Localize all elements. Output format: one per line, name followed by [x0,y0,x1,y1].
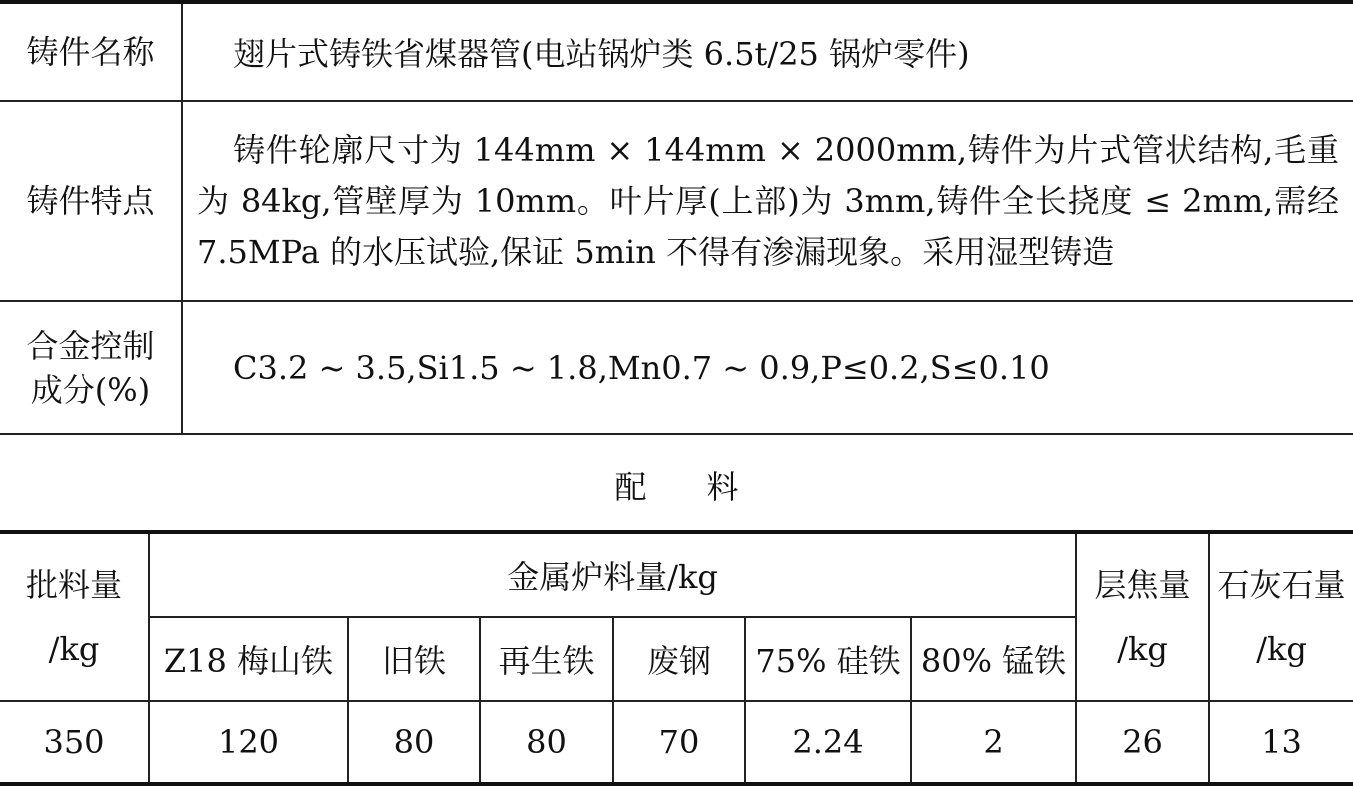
cell-metal: 120 [149,701,348,784]
value-alloy-composition: C3.2 ~ 3.5,Si1.5 ~ 1.8,Mn0.7 ~ 0.9,P≤0.2,S≤0.10 [182,301,1353,434]
header-coke [1076,532,1209,701]
cell-coke: 26 [1076,701,1209,784]
header-limestone-line2: /kg [1256,630,1307,668]
cell-metal: 80 [480,701,613,784]
cell-limestone: 13 [1209,701,1353,784]
cell-batch: 350 [0,701,149,784]
label-alloy-line2: 成分(%) [30,370,151,409]
info-row-features [0,101,1353,301]
header-batch [0,532,149,701]
header-batch-line2: /kg [48,630,100,668]
header-coke-line2: /kg [1117,630,1168,668]
cell-metal: 70 [613,701,745,784]
info-row-name [0,2,1353,101]
header-batch-line1: 批料量 [25,566,122,604]
value-casting-name: 翅片式铸铁省煤器管(电站锅炉类 6.5t/25 锅炉零件) [182,2,1353,101]
value-casting-features: 铸件轮廓尺寸为 144mm × 144mm × 2000mm,铸件为片式管状结构,毛重为 84kg,管壁厚为 10mm。叶片厚(上部)为 3mm,铸件全长挠度 ≤ 2mm,需经 7.5MPa 的水压试验,保证 5min 不得有渗漏现象。采用湿型铸造 [182,101,1353,301]
label-casting-name: 铸件名称 [0,2,182,101]
header-metal-col: 80% 锰铁 [911,617,1076,701]
header-limestone [1209,532,1353,701]
header-limestone-line1: 石灰石量 [1217,566,1346,604]
cell-metal: 80 [348,701,480,784]
header-coke-line1: 层焦量 [1094,566,1191,604]
cell-metal: 2 [911,701,1076,784]
header-metal-col: Z18 梅山铁 [149,617,348,701]
charge-table [0,530,1353,786]
info-row-alloy [0,301,1353,434]
label-casting-features: 铸件特点 [0,101,182,301]
cell-metal: 2.24 [745,701,911,784]
header-metal-col: 再生铁 [480,617,613,701]
header-metal-col: 废钢 [613,617,745,701]
header-metal-col: 旧铁 [348,617,480,701]
table-row [0,701,1353,784]
section-title: 配料 [614,468,799,506]
charge-header-row [0,532,1353,617]
header-metal-group: 金属炉料量/kg [149,532,1076,617]
label-alloy-line1: 合金控制 [26,326,155,365]
label-alloy-composition [0,301,182,434]
header-metal-col: 75% 硅铁 [745,617,911,701]
